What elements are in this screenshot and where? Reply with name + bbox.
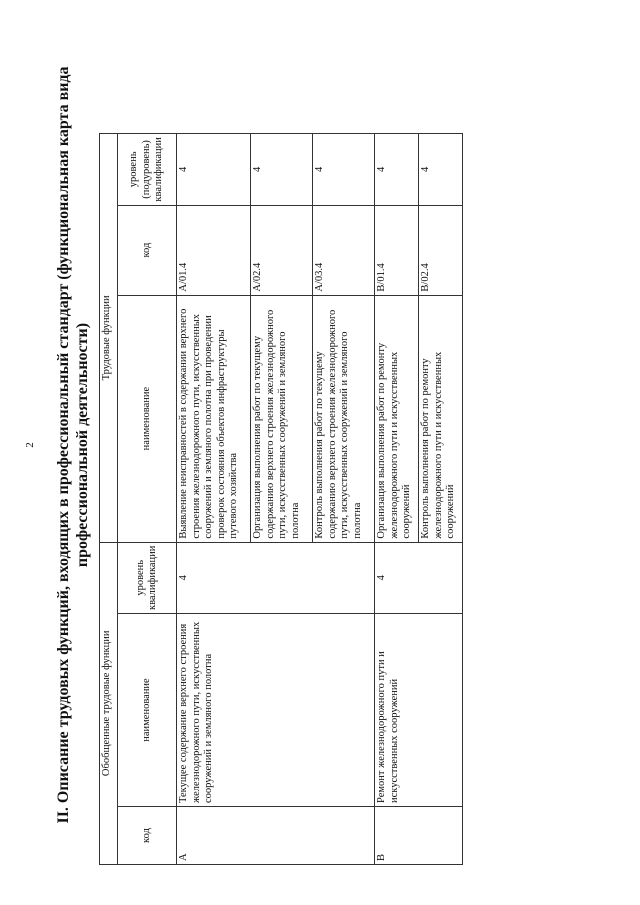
- function-code: B/02.4: [419, 205, 463, 295]
- generalized-code: B: [375, 807, 463, 865]
- generalized-level: 4: [177, 542, 375, 613]
- function-level: 4: [313, 134, 375, 205]
- function-name: Организация выполнения работ по текущему содержанию верхнего строения железнодорожного пути, искусственных сооружений и земляного полотна: [251, 295, 313, 542]
- header-generalized-functions: Обобщенные трудовые функции: [100, 542, 118, 864]
- generalized-name: Текущее содержание верхнего строения железнодорожного пути, искусственных сооружений и земляного полотна: [177, 614, 375, 807]
- header-code: код: [118, 807, 177, 865]
- function-code: A/01.4: [177, 205, 251, 295]
- header-qualification-level: уровень квалификации: [118, 542, 177, 613]
- function-code: B/01.4: [375, 205, 419, 295]
- generalized-name: Ремонт железнодорожного пути и искусственных сооружений: [375, 614, 463, 807]
- header-labor-functions: Трудовые функции: [100, 134, 118, 542]
- header-function-name: наименование: [118, 295, 177, 542]
- function-code: A/03.4: [313, 205, 375, 295]
- table-row: [375, 134, 419, 865]
- header-function-code: код: [118, 205, 177, 295]
- section-title: II. Описание трудовых функций, входящих в профессиональный стандарт (функциональная карта вида профессиональной деятельности): [55, 66, 91, 824]
- function-name: Контроль выполнения работ по текущему содержанию верхнего строения железнодорожного пути, искусственных сооружений и земляного полотна: [313, 295, 375, 542]
- table-row: [177, 134, 251, 865]
- function-name: Выявление неисправностей в содержании верхнего строения железнодорожного пути, искусственных сооружений и земляного полотна при проведении проверок состояния объектов инфраструктуры путевого хозяйства: [177, 295, 251, 542]
- function-level: 4: [177, 134, 251, 205]
- function-name: Контроль выполнения работ по ремонту железнодорожного пути и искусственных сооружений: [419, 295, 463, 542]
- generalized-code: A: [177, 807, 375, 865]
- header-function-level: уровень (подуровень) квалификации: [118, 134, 177, 205]
- header-name: наименование: [118, 614, 177, 807]
- function-level: 4: [419, 134, 463, 205]
- function-level: 4: [375, 134, 419, 205]
- function-level: 4: [251, 134, 313, 205]
- page-number: 2: [24, 442, 36, 448]
- functional-map-table: [99, 133, 463, 865]
- function-code: A/02.4: [251, 205, 313, 295]
- function-name: Организация выполнения работ по ремонту железнодорожного пути и искусственных сооружений: [375, 295, 419, 542]
- generalized-level: 4: [375, 542, 463, 613]
